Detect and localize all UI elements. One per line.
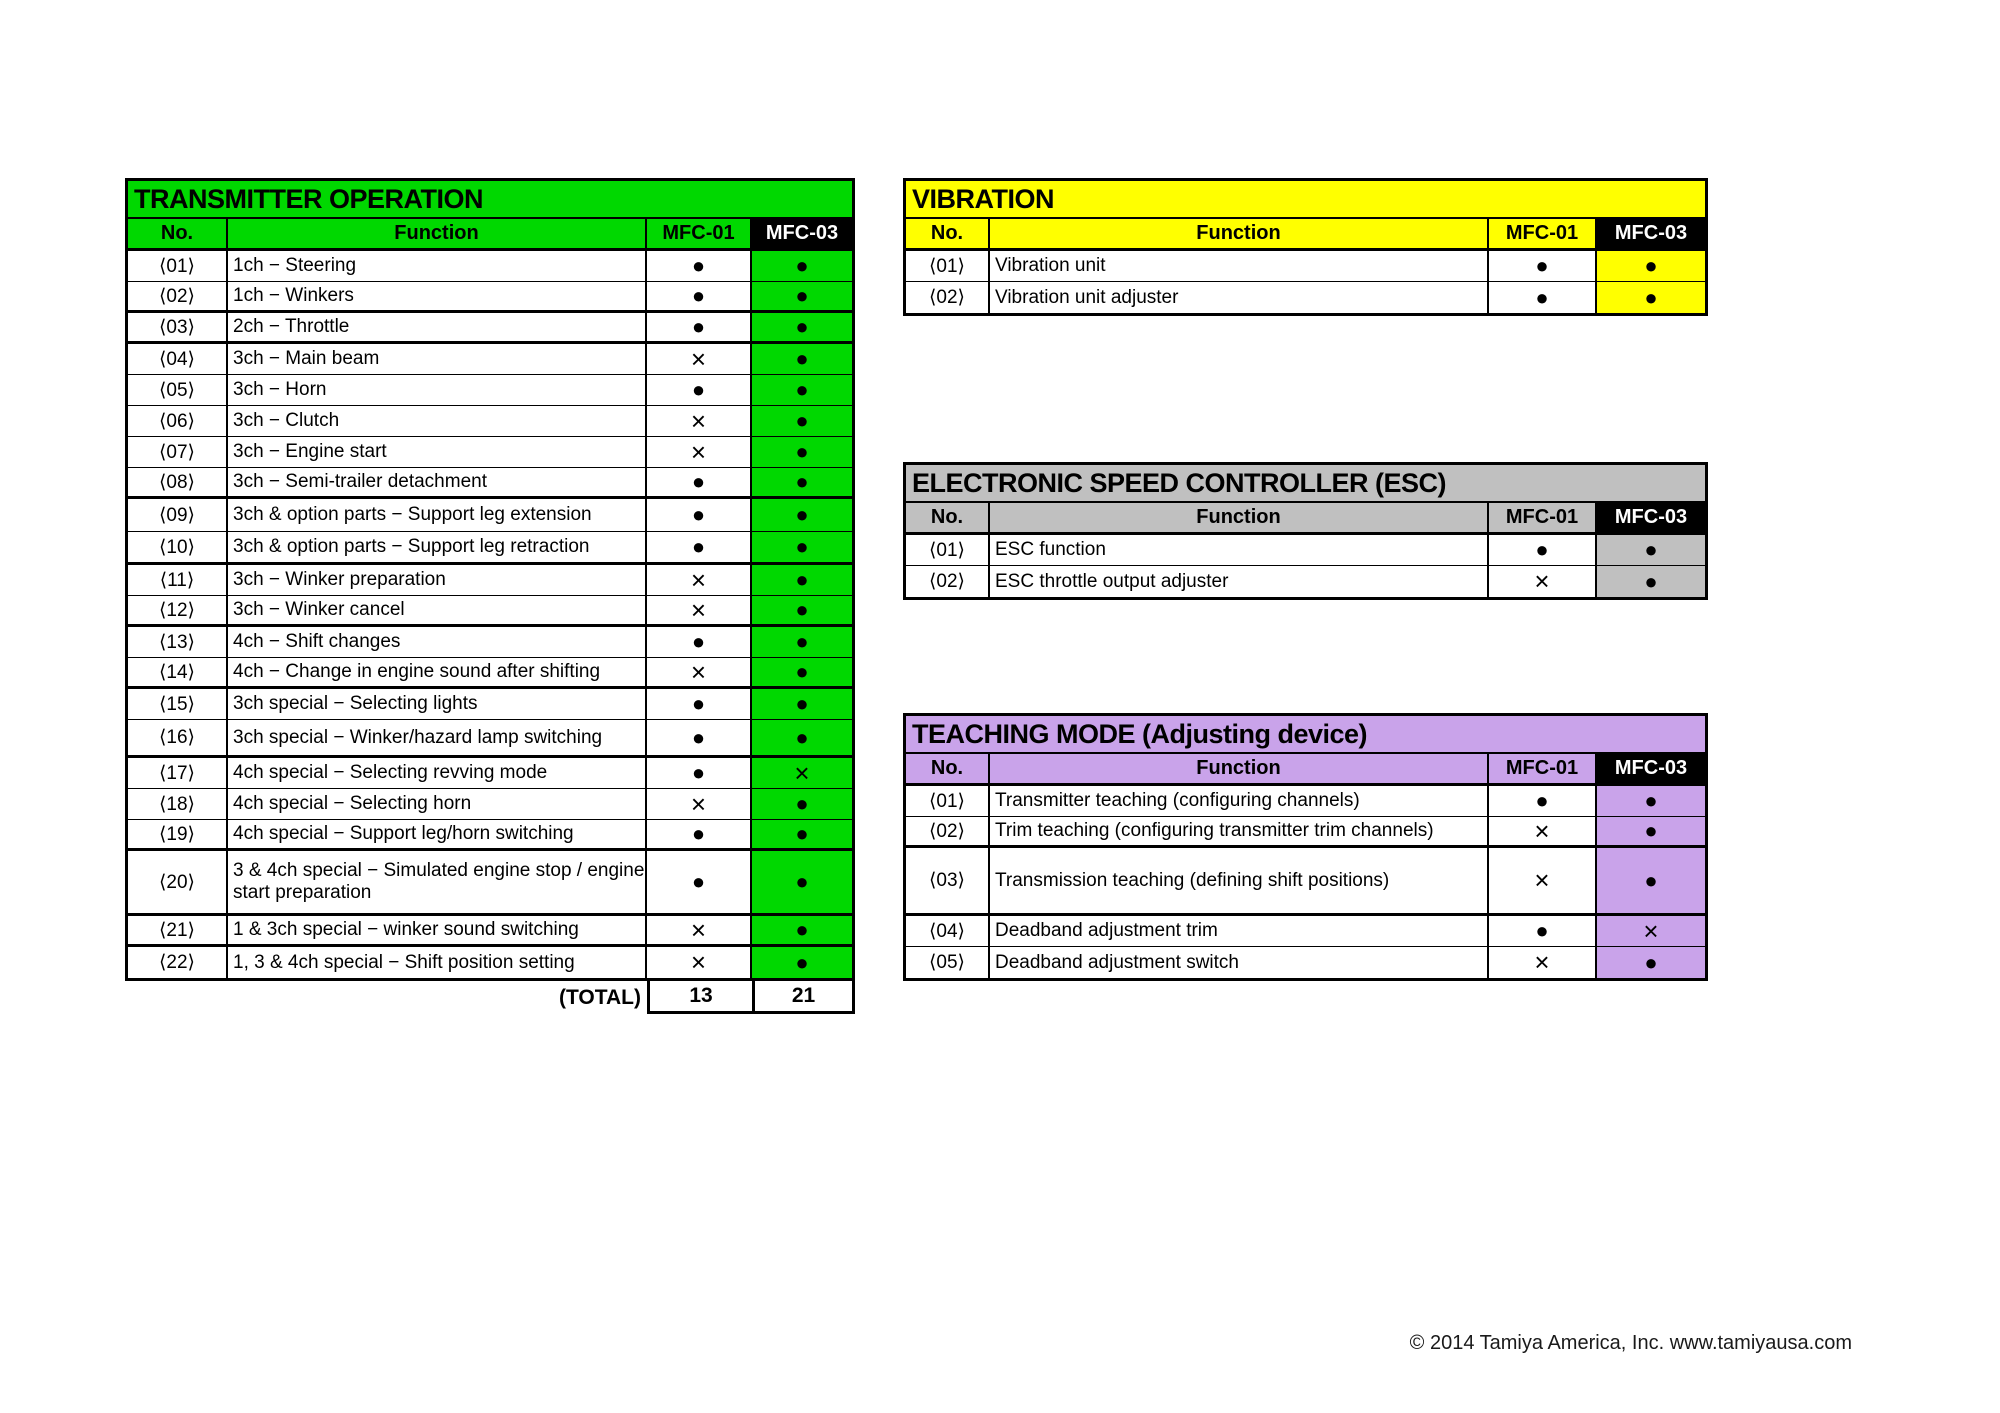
table-row <box>128 720 852 758</box>
mfc03-value: ● <box>752 251 852 281</box>
row-function: 1ch − Winkers <box>228 282 647 310</box>
mfc03-value: ● <box>752 344 852 374</box>
copyright-footer: © 2014 Tamiya America, Inc. www.tamiyausa.com <box>1409 1332 1852 1354</box>
mfc01-value: ● <box>1489 251 1597 281</box>
mfc03-value: ● <box>752 720 852 755</box>
mfc03-value: ● <box>752 627 852 657</box>
row-function: Deadband adjustment switch <box>990 947 1489 978</box>
mfc01-value: ● <box>647 532 752 562</box>
table-row <box>128 916 852 947</box>
mfc01-value: × <box>647 437 752 467</box>
table-row <box>128 406 852 437</box>
row-function: 3 & 4ch special − Simulated engine stop / engine start preparation <box>228 851 647 913</box>
row-function: 3ch & option parts − Support leg retraction <box>228 532 647 562</box>
table-title: VIBRATION <box>906 181 1705 219</box>
table-row <box>128 565 852 596</box>
table-title: TEACHING MODE (Adjusting device) <box>906 716 1705 754</box>
table-row <box>128 789 852 820</box>
row-function: Trim teaching (configuring transmitter trim channels) <box>990 817 1489 845</box>
table-row <box>128 468 852 499</box>
mfc01-value: ● <box>1489 786 1597 816</box>
row-number: ⟨02⟩ <box>128 282 228 310</box>
header-mfc03: MFC-03 <box>1597 754 1705 783</box>
mfc03-value: ● <box>752 947 852 978</box>
row-number: ⟨02⟩ <box>906 566 990 597</box>
row-function: 1, 3 & 4ch special − Shift position setting <box>228 947 647 978</box>
mfc03-value: ● <box>752 532 852 562</box>
header-no: No. <box>128 219 228 248</box>
mfc03-value: ● <box>752 375 852 405</box>
total-row <box>125 981 855 1014</box>
table-row <box>128 251 852 282</box>
mfc03-value: ● <box>752 565 852 595</box>
row-function: 3ch − Semi-trailer detachment <box>228 468 647 496</box>
header-function: Function <box>228 219 647 248</box>
mfc01-value: × <box>647 565 752 595</box>
row-function: ESC function <box>990 535 1489 565</box>
row-number: ⟨14⟩ <box>128 658 228 686</box>
row-number: ⟨01⟩ <box>906 535 990 565</box>
mfc03-value: ● <box>752 658 852 686</box>
table-header-row <box>906 754 1705 786</box>
mfc01-value: × <box>647 596 752 624</box>
total-label: (TOTAL) <box>558 985 641 1009</box>
mfc01-value: ● <box>647 282 752 310</box>
row-function: 3ch − Clutch <box>228 406 647 436</box>
header-no: No. <box>906 754 990 783</box>
mfc01-value: ● <box>647 820 752 848</box>
table-row <box>128 282 852 313</box>
table-row <box>128 851 852 916</box>
mfc01-value: ● <box>647 851 752 913</box>
row-number: ⟨22⟩ <box>128 947 228 978</box>
table-header-row <box>128 219 852 251</box>
mfc03-value: ● <box>1597 251 1705 281</box>
row-function: 3ch & option parts − Support leg extension <box>228 499 647 531</box>
row-number: ⟨05⟩ <box>128 375 228 405</box>
row-number: ⟨05⟩ <box>906 947 990 978</box>
row-function: 4ch − Change in engine sound after shifting <box>228 658 647 686</box>
mfc01-value: × <box>647 344 752 374</box>
teaching-mode-table <box>903 713 1708 981</box>
row-number: ⟨02⟩ <box>906 817 990 845</box>
mfc01-value: × <box>1489 817 1597 845</box>
row-function: Transmission teaching (defining shift positions) <box>990 848 1489 913</box>
header-mfc01: MFC-01 <box>1489 503 1597 532</box>
row-function: ESC throttle output adjuster <box>990 566 1489 597</box>
row-number: ⟨01⟩ <box>128 251 228 281</box>
table-frame <box>903 713 1708 981</box>
esc-table <box>903 462 1708 600</box>
header-mfc01: MFC-01 <box>647 219 752 248</box>
row-function: 3ch − Engine start <box>228 437 647 467</box>
row-number: ⟨17⟩ <box>128 758 228 788</box>
table-row <box>906 786 1705 817</box>
mfc03-value: ● <box>752 689 852 719</box>
mfc01-value: ● <box>647 251 752 281</box>
mfc03-value: ● <box>752 916 852 944</box>
mfc03-value: ● <box>752 851 852 913</box>
table-row <box>906 566 1705 597</box>
row-number: ⟨06⟩ <box>128 406 228 436</box>
mfc03-value: ● <box>1597 566 1705 597</box>
row-number: ⟨01⟩ <box>906 786 990 816</box>
table-body <box>128 251 852 978</box>
row-number: ⟨15⟩ <box>128 689 228 719</box>
row-number: ⟨08⟩ <box>128 468 228 496</box>
mfc01-value: × <box>1489 566 1597 597</box>
row-number: ⟨04⟩ <box>906 916 990 946</box>
mfc01-value: ● <box>647 499 752 531</box>
row-number: ⟨01⟩ <box>906 251 990 281</box>
row-function: 3ch special − Selecting lights <box>228 689 647 719</box>
table-body <box>906 786 1705 978</box>
vibration-table <box>903 178 1708 316</box>
row-number: ⟨20⟩ <box>128 851 228 913</box>
row-function: 1ch − Steering <box>228 251 647 281</box>
header-mfc01: MFC-01 <box>1489 219 1597 248</box>
row-number: ⟨16⟩ <box>128 720 228 755</box>
table-header-row <box>906 219 1705 251</box>
mfc03-value: ● <box>752 820 852 848</box>
row-number: ⟨04⟩ <box>128 344 228 374</box>
mfc03-value: ● <box>752 437 852 467</box>
mfc01-value: ● <box>647 689 752 719</box>
header-mfc01: MFC-01 <box>1489 754 1597 783</box>
mfc03-value: ● <box>1597 535 1705 565</box>
header-function: Function <box>990 503 1489 532</box>
mfc01-value: ● <box>647 468 752 496</box>
mfc01-value: ● <box>647 758 752 788</box>
table-row <box>906 848 1705 916</box>
table-row <box>128 820 852 851</box>
row-number: ⟨19⟩ <box>128 820 228 848</box>
row-number: ⟨18⟩ <box>128 789 228 819</box>
row-function: Vibration unit <box>990 251 1489 281</box>
mfc03-value: × <box>752 758 852 788</box>
mfc03-value: ● <box>752 313 852 341</box>
header-mfc03: MFC-03 <box>1597 219 1705 248</box>
row-function: Deadband adjustment trim <box>990 916 1489 946</box>
row-function: 3ch − Winker preparation <box>228 565 647 595</box>
mfc03-value: ● <box>752 406 852 436</box>
row-function: 4ch special − Selecting revving mode <box>228 758 647 788</box>
table-header-row <box>906 503 1705 535</box>
mfc03-value: ● <box>752 789 852 819</box>
mfc03-value: ● <box>1597 817 1705 845</box>
mfc03-value: ● <box>1597 786 1705 816</box>
row-number: ⟨11⟩ <box>128 565 228 595</box>
row-function: 2ch − Throttle <box>228 313 647 341</box>
table-frame <box>903 178 1708 316</box>
table-row <box>128 344 852 375</box>
mfc01-value: × <box>647 947 752 978</box>
row-number: ⟨07⟩ <box>128 437 228 467</box>
table-row <box>128 689 852 720</box>
header-mfc03: MFC-03 <box>752 219 852 248</box>
row-function: 4ch special − Selecting horn <box>228 789 647 819</box>
table-frame <box>125 178 855 981</box>
table-row <box>906 251 1705 282</box>
mfc01-value: × <box>647 789 752 819</box>
transmitter-operation-table <box>125 178 855 1014</box>
row-function: 1 & 3ch special − winker sound switching <box>228 916 647 944</box>
mfc03-value: ● <box>752 499 852 531</box>
header-mfc03: MFC-03 <box>1597 503 1705 532</box>
table-row <box>906 535 1705 566</box>
table-row <box>128 658 852 689</box>
table-row <box>128 596 852 627</box>
table-title: ELECTRONIC SPEED CONTROLLER (ESC) <box>906 465 1705 503</box>
row-number: ⟨03⟩ <box>128 313 228 341</box>
header-no: No. <box>906 503 990 532</box>
table-row <box>128 758 852 789</box>
table-row <box>906 916 1705 947</box>
table-frame <box>903 462 1708 600</box>
mfc01-value: ● <box>647 375 752 405</box>
table-row <box>906 947 1705 978</box>
total-mfc01-value: 13 <box>647 981 752 1014</box>
row-function: 4ch − Shift changes <box>228 627 647 657</box>
row-number: ⟨10⟩ <box>128 532 228 562</box>
row-number: ⟨21⟩ <box>128 916 228 944</box>
table-row <box>128 437 852 468</box>
table-row <box>128 532 852 565</box>
table-title: TRANSMITTER OPERATION <box>128 181 852 219</box>
mfc01-value: ● <box>647 720 752 755</box>
total-mfc03-value: 21 <box>752 981 855 1014</box>
row-number: ⟨13⟩ <box>128 627 228 657</box>
row-number: ⟨02⟩ <box>906 282 990 313</box>
table-row <box>128 499 852 532</box>
header-function: Function <box>990 754 1489 783</box>
row-function: 3ch − Main beam <box>228 344 647 374</box>
mfc03-value: ● <box>1597 848 1705 913</box>
mfc03-value: ● <box>1597 947 1705 978</box>
mfc03-value: ● <box>1597 282 1705 313</box>
mfc01-value: ● <box>1489 282 1597 313</box>
table-row <box>128 947 852 978</box>
row-number: ⟨09⟩ <box>128 499 228 531</box>
mfc01-value: × <box>647 406 752 436</box>
row-function: Vibration unit adjuster <box>990 282 1489 313</box>
mfc01-value: ● <box>1489 535 1597 565</box>
table-row <box>906 282 1705 313</box>
mfc01-value: ● <box>647 313 752 341</box>
mfc03-value: ● <box>752 596 852 624</box>
row-function: 3ch − Horn <box>228 375 647 405</box>
row-number: ⟨12⟩ <box>128 596 228 624</box>
mfc01-value: ● <box>647 627 752 657</box>
row-number: ⟨03⟩ <box>906 848 990 913</box>
mfc03-value: × <box>1597 916 1705 946</box>
mfc01-value: ● <box>1489 916 1597 946</box>
table-body <box>906 535 1705 597</box>
row-function: Transmitter teaching (configuring channels) <box>990 786 1489 816</box>
table-row <box>128 313 852 344</box>
table-row <box>128 375 852 406</box>
header-function: Function <box>990 219 1489 248</box>
row-function: 3ch special − Winker/hazard lamp switching <box>228 720 647 755</box>
table-row <box>906 817 1705 848</box>
mfc01-value: × <box>1489 947 1597 978</box>
mfc03-value: ● <box>752 282 852 310</box>
mfc01-value: × <box>1489 848 1597 913</box>
row-function: 4ch special − Support leg/horn switching <box>228 820 647 848</box>
header-no: No. <box>906 219 990 248</box>
table-row <box>128 627 852 658</box>
row-function: 3ch − Winker cancel <box>228 596 647 624</box>
mfc03-value: ● <box>752 468 852 496</box>
mfc01-value: × <box>647 916 752 944</box>
table-body <box>906 251 1705 313</box>
mfc01-value: × <box>647 658 752 686</box>
